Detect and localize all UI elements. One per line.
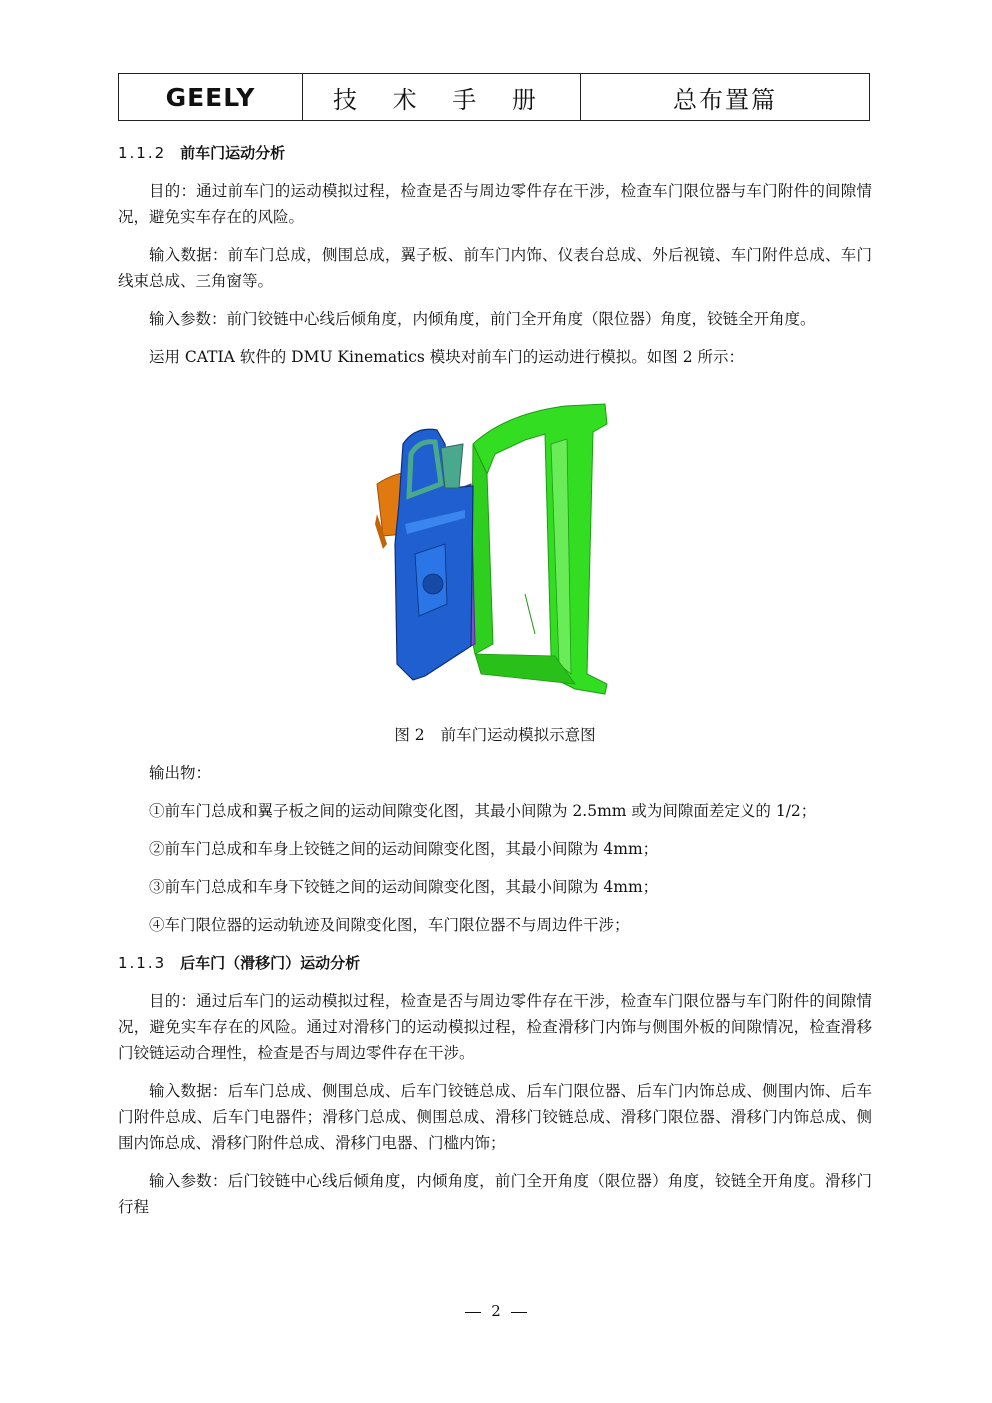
section-number: 1.1.3 xyxy=(118,954,167,972)
method-paragraph: 运用 CATIA 软件的 DMU Kinematics 模块对前车门的运动进行模拟。如图 2 所示： xyxy=(149,348,745,366)
section-title: 前车门运动分析 xyxy=(180,144,286,162)
section-number: 1.1.2 xyxy=(118,144,167,162)
input-params-paragraph: 输入参数：前门铰链中心线后倾角度，内倾角度，前门全开角度（限位器）角度，铰链全开角度。 xyxy=(149,310,816,328)
purpose-paragraph: 目的：通过后车门的运动模拟过程，检查是否与周边零件存在干涉，检查车门限位器与车门附件的间隙情况，避免实车存在的风险。通过对滑移门的运动模拟过程，检查滑移门内饰与侧围外板的间隙情况，检查滑移门铰链运动合理性，检查是否与周边零件存在干涉。 xyxy=(118,992,872,1062)
body-side-frame xyxy=(471,404,607,694)
input-params-paragraph: 输入参数：后门铰链中心线后倾角度，内倾角度，前门全开角度（限位器）角度，铰链全开角度。滑移门行程 xyxy=(118,1172,872,1216)
footer-dash-left xyxy=(465,1312,481,1313)
page-header xyxy=(118,73,870,121)
figure-caption-text: 前车门运动模拟示意图 xyxy=(440,726,596,744)
section-heading xyxy=(118,950,872,976)
figure-number: 图 2 xyxy=(394,726,425,744)
input-data-paragraph: 输入数据：前车门总成，侧围总成，翼子板、前车门内饰、仪表台总成、外后视镜、车门附件总成、车门线束总成、三角窗等。 xyxy=(118,246,872,290)
section-heading xyxy=(118,140,872,166)
output-item: ②前车门总成和车身上铰链之间的运动间隙变化图，其最小间隙为 4mm； xyxy=(149,840,659,858)
output-label: 输出物： xyxy=(149,764,212,782)
quarter-glass xyxy=(441,444,463,488)
brand-logo: GEELY xyxy=(119,74,303,120)
chapter-title: 总布置篇 xyxy=(673,85,777,114)
output-item: ④车门限位器的运动轨迹及间隙变化图，车门限位器不与周边件干涉； xyxy=(149,916,630,934)
front-door-simulation-figure xyxy=(375,384,615,704)
door-kinematics-illustration xyxy=(375,384,615,704)
purpose-paragraph: 目的：通过前车门的运动模拟过程，检查是否与周边零件存在干涉，检查车门限位器与车门附件的间隙情况，避免实车存在的风险。 xyxy=(118,182,872,226)
output-item: ①前车门总成和翼子板之间的运动间隙变化图，其最小间隙为 2.5mm 或为间隙面差定义的 1/2； xyxy=(149,802,817,820)
manual-title: 技 术 手 册 xyxy=(303,74,581,120)
output-item: ③前车门总成和车身下铰链之间的运动间隙变化图，其最小间隙为 4mm； xyxy=(149,878,659,896)
footer-dash-right xyxy=(511,1312,527,1313)
section-title: 后车门（滑移门）运动分析 xyxy=(180,954,361,972)
input-data-paragraph: 输入数据：后车门总成、侧围总成、后车门铰链总成、后车门限位器、后车门内饰总成、侧围内饰、后车门附件总成、后车门电器件；滑移门总成、侧围总成、滑移门铰链总成、滑移门限位器、滑移门内饰总成、侧围内饰总成、滑移门附件总成、滑移门电器、门槛内饰； xyxy=(118,1082,872,1152)
page-number: 2 xyxy=(491,1302,501,1320)
document-body xyxy=(118,140,872,1220)
page-footer xyxy=(0,1302,992,1320)
figure-caption xyxy=(118,722,872,748)
